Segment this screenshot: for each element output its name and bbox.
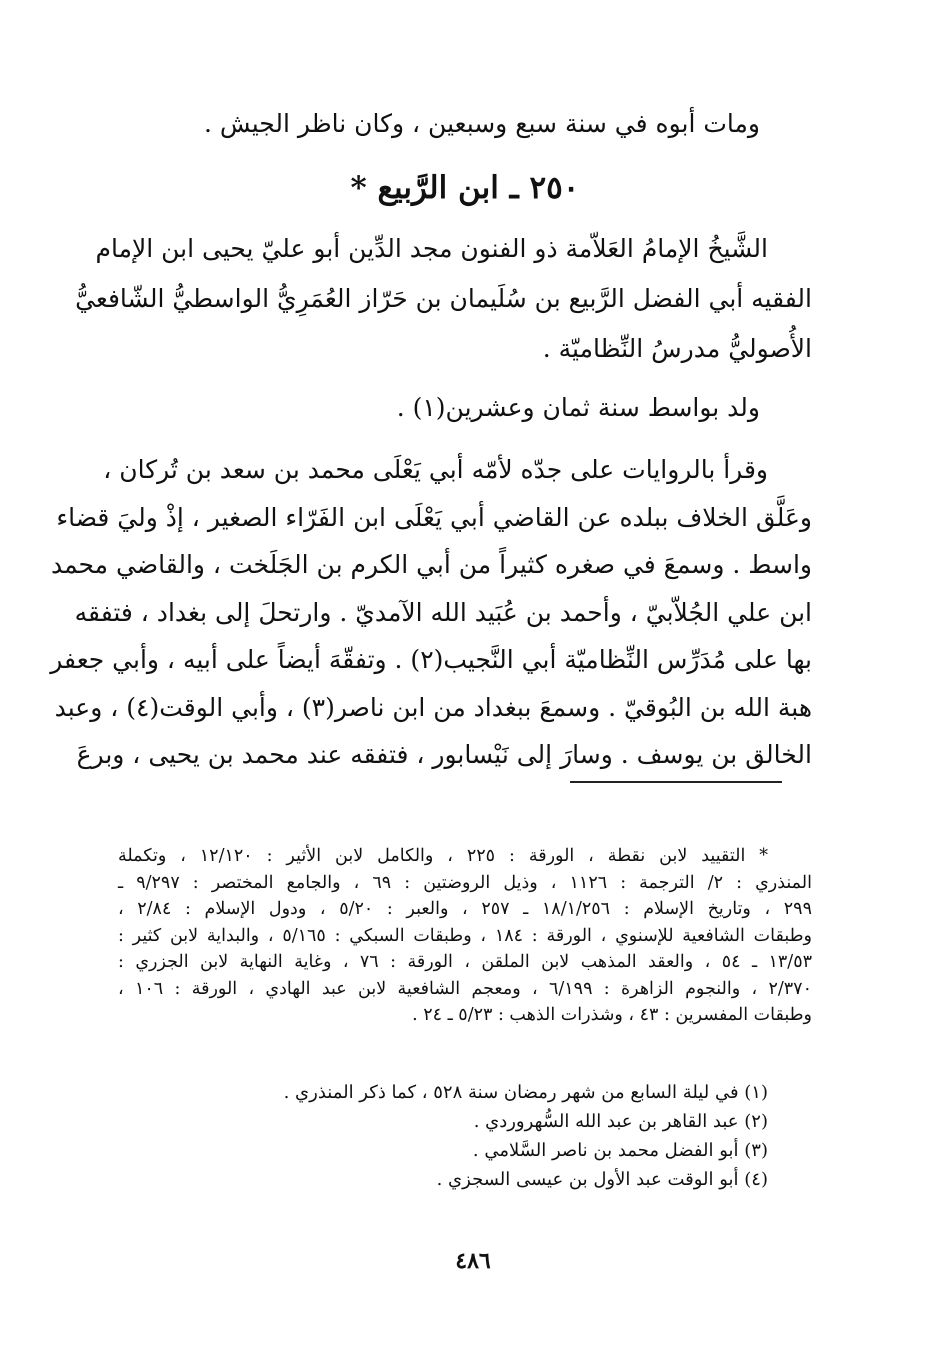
note-line: ٢/٣٧٠ ، والنجوم الزاهرة : ٦/١٩٩ ، ومعجم الشافعية لابن عبد الهادي ، الورقة : ١٠٦ ، — [118, 978, 812, 999]
text-line: هبة الله بن البُوقيّ . وسمعَ ببغداد من ابن ناصر(٣) ، وأبي الوقت(٤) ، وعبد — [54, 692, 812, 722]
footnote-3: (٣) أبو الفضل محمد بن ناصر السَّلامي . — [472, 1140, 768, 1161]
footnotes — [118, 1078, 812, 1194]
text-line: بها على مُدَرِّس النِّظاميّة أبي النَّجيب(٢) . وتفقّهَ أيضاً على أبيه ، وأبي جعفر — [50, 645, 812, 674]
note-line: ٢٩٩ ، وتاريخ الإسلام : ١٨/١/٢٥٦ ـ ٢٥٧ ، والعبر : ٥/٢٠ ، ودول الإسلام : ٢/٨٤ ، — [118, 899, 812, 919]
text-line: وعَلَّق الخلاف ببلده عن القاضي أبي يَعْلَى ابن الفَرّاء الصغير ، إذْ وليَ قضاء — [56, 502, 812, 532]
note-line: وطبقات المفسرين : ٤٣ ، وشذرات الذهب : ٥/٢٣ ـ ٢٤ . — [412, 1005, 812, 1025]
note-line: * التقييد لابن نقطة ، الورقة : ٢٢٥ ، والكامل لابن الأثير : ١٢/١٢٠ ، وتكملة — [118, 846, 768, 866]
text-line: الخالق بن يوسف . وسارَ إلى نَيْسابور ، فتفقه عند محمد بن يحيى ، وبرعَ — [76, 740, 812, 769]
note-line: المنذري : ٢/ الترجمة : ١١٢٦ ، وذيل الروضتين : ٦٩ ، والجامع المختصر : ٩/٢٩٧ ـ — [118, 872, 812, 893]
note-line: ١٣/٥٣ ـ ٥٤ ، والعقد المذهب لابن الملقن ، الورقة : ٧٦ ، وغاية النهاية لابن الجزري : — [118, 952, 812, 972]
biography-paragraph-2 — [118, 388, 812, 428]
entry-heading: ٢٥٠ ـ ابن الرَّبيع * — [350, 170, 580, 206]
intro-line — [118, 104, 812, 144]
page-number: ٤٨٦ — [455, 1248, 491, 1274]
biography-paragraph-1 — [75, 224, 812, 374]
text-line: وقرأ بالروايات على جدّه لأمّه أبي يَعْلَى محمد بن سعد بن تُركان ، — [103, 455, 768, 484]
intro-text: ومات أبوه في سنة سبع وسبعين ، وكان ناظر الجيش . — [203, 109, 760, 138]
footnote-2: (٢) عبد القاهر بن عبد الله السُّهروردي . — [473, 1111, 768, 1132]
footnote-1: (١) في ليلة السابع من شهر رمضان سنة ٥٢٨ ، كما ذكر المنذري . — [283, 1082, 768, 1103]
text-line: الأُصوليُّ مدرسُ النِّظاميّة . — [542, 334, 812, 363]
text-line: ولد بواسط سنة ثمان وعشرين(١) . — [396, 393, 760, 422]
note-line: وطبقات الشافعية للإسنوي ، الورقة : ١٨٤ ، وطبقات السبكي : ٥/١٦٥ ، والبداية لابن كثير : — [118, 925, 812, 946]
text-line: واسط . وسمعَ في صغره كثيراً من أبي الكرم بن الجَلَخت ، والقاضي محمد — [50, 550, 812, 579]
text-line: ابن علي الجُلاّبيّ ، وأحمد بن عُبَيد الله الآمديّ . وارتحلَ إلى بغداد ، فتفقه — [74, 597, 812, 627]
text-line: الشَّيخُ الإمامُ العَلاّمة ذو الفنون مجد الدِّين أبو عليّ يحيى ابن الإمام — [95, 234, 768, 263]
footnote-separator — [570, 781, 782, 783]
biography-paragraph-3 — [50, 446, 812, 779]
source-notes — [118, 843, 812, 1029]
footnote-4: (٤) أبو الوقت عبد الأول بن عيسى السجزي . — [436, 1169, 768, 1190]
text-line: الفقيه أبي الفضل الرَّبيع بن سُلَيمان بن حَرّاز العُمَرِيُّ الواسطيُّ الشّافعيُّ — [75, 284, 812, 313]
